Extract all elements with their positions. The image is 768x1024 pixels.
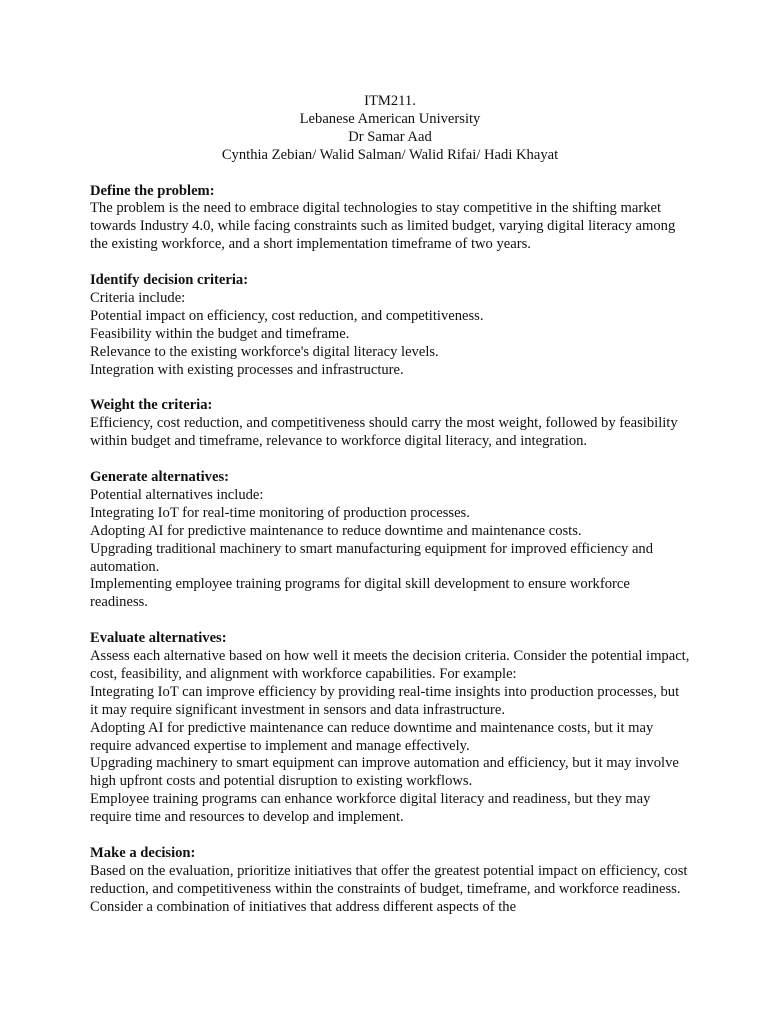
alternative-line: Integrating IoT for real-time monitoring of production processes. <box>90 504 470 521</box>
alternative-line: Adopting AI for predictive maintenance to reduce downtime and maintenance costs. <box>90 522 582 539</box>
section-body: Efficiency, cost reduction, and competitiveness should carry the most weight, followed by feasibility within budget and timeframe, relevance to workforce digital literacy, and integration. <box>90 415 678 450</box>
section-evaluate-alternatives <box>90 630 690 827</box>
section-generate-alternatives <box>90 469 690 612</box>
section-heading: Define the problem: <box>90 182 215 199</box>
criteria-line: Integration with existing processes and infrastructure. <box>90 361 404 378</box>
alternative-line: Implementing employee training programs for digital skill development to ensure workforce readiness. <box>90 576 630 611</box>
section-body: Based on the evaluation, prioritize initiatives that offer the greatest potential impact on efficiency, cost reduction, and competitiveness within the constraints of budget, timeframe, and workforce readiness. Consider a combination of initiatives that address different aspects of the <box>90 862 688 915</box>
document-page <box>90 93 690 934</box>
criteria-line: Criteria include: <box>90 289 186 306</box>
section-weight-criteria <box>90 397 690 451</box>
evaluation-line: Assess each alternative based on how well it meets the decision criteria. Consider the potential impact, cost, feasibility, and alignment with workforce capabilities. For example: <box>90 648 690 682</box>
document-header <box>90 93 690 165</box>
author-names: Cynthia Zebian/ Walid Salman/ Walid Rifai/ Hadi Khayat <box>221 146 559 163</box>
university-name: Lebanese American University <box>299 110 481 127</box>
section-decision-criteria <box>90 272 690 379</box>
section-heading: Generate alternatives: <box>90 468 229 485</box>
evaluation-line: Adopting AI for predictive maintenance can reduce downtime and maintenance costs, but it may require advanced expertise to implement and manage effectively. <box>90 719 654 754</box>
evaluation-line: Employee training programs can enhance workforce digital literacy and readiness, but they may require time and resources to develop and implement. <box>90 791 651 826</box>
criteria-line: Relevance to the existing workforce's digital literacy levels. <box>90 343 439 360</box>
evaluation-line: Integrating IoT can improve efficiency by providing real-time insights into production processes, but it may require significant investment in sensors and data infrastructure. <box>90 683 680 718</box>
alternative-line: Upgrading traditional machinery to smart manufacturing equipment for improved efficiency and automation. <box>90 540 654 575</box>
section-heading: Make a decision: <box>90 844 196 861</box>
alternative-line: Potential alternatives include: <box>90 486 264 503</box>
section-heading: Identify decision criteria: <box>90 272 249 289</box>
criteria-line: Potential impact on efficiency, cost reduction, and competitiveness. <box>90 307 484 324</box>
section-heading: Weight the criteria: <box>90 397 213 414</box>
criteria-line: Feasibility within the budget and timeframe. <box>90 325 350 342</box>
course-code: ITM211. <box>364 93 416 109</box>
section-heading: Evaluate alternatives: <box>90 630 227 647</box>
section-define-problem <box>90 183 690 255</box>
section-make-decision <box>90 845 690 917</box>
section-body: The problem is the need to embrace digital technologies to stay competitive in the shifting market towards Industry 4.0, while facing constraints such as limited budget, varying digital literacy among the existing workforce, and a short implementation timeframe of two years. <box>90 200 676 253</box>
instructor-name: Dr Samar Aad <box>348 128 432 145</box>
evaluation-line: Upgrading machinery to smart equipment can improve automation and efficiency, but it may involve high upfront costs and potential disruption to existing workflows. <box>90 755 679 790</box>
